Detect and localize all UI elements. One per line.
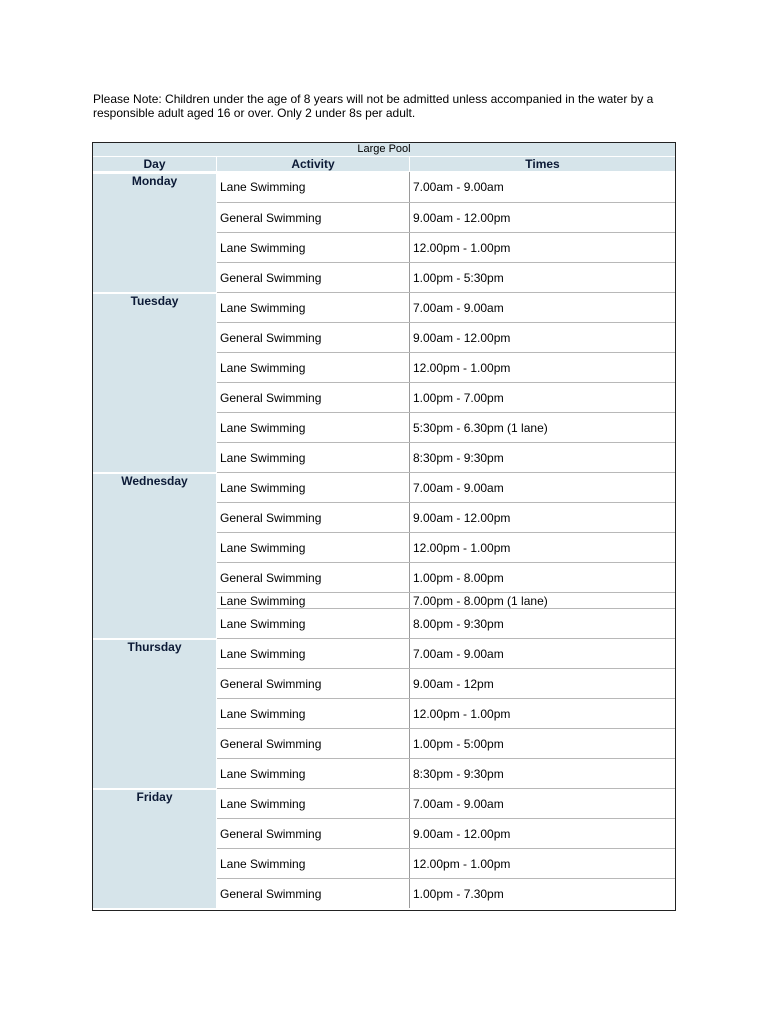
activity-cell: Lane Swimming <box>217 353 410 382</box>
activity-cell: General Swimming <box>217 383 410 412</box>
table-row <box>217 442 675 472</box>
activity-cell: Lane Swimming <box>217 233 410 262</box>
activity-cell: Lane Swimming <box>217 533 410 562</box>
table-title: Large Pool <box>93 143 675 157</box>
large-pool-timetable <box>92 142 676 911</box>
times-cell: 7.00pm - 8.00pm (1 lane) <box>413 593 548 608</box>
table-row <box>217 818 675 848</box>
table-row <box>217 608 675 638</box>
activity-cell: Lane Swimming <box>217 443 410 472</box>
table-row <box>217 292 675 322</box>
times-cell: 7.00am - 9.00am <box>413 796 504 811</box>
times-cell: 9.00am - 12.00pm <box>413 510 511 525</box>
times-cell: 1.00pm - 7.00pm <box>413 390 504 405</box>
table-row <box>217 412 675 442</box>
table-row <box>217 232 675 262</box>
times-cell: 9.00am - 12.00pm <box>413 826 511 841</box>
activity-cell: Lane Swimming <box>217 473 410 502</box>
activity-cell: General Swimming <box>217 203 410 232</box>
activity-cell: General Swimming <box>217 819 410 848</box>
times-cell: 12.00pm - 1.00pm <box>413 706 511 721</box>
times-cell: 8:30pm - 9:30pm <box>413 766 504 781</box>
table-row <box>217 352 675 382</box>
activity-cell: General Swimming <box>217 669 410 698</box>
table-row <box>217 592 675 608</box>
table-row <box>217 728 675 758</box>
times-cell: 12.00pm - 1.00pm <box>413 240 511 255</box>
activity-cell: Lane Swimming <box>217 593 410 608</box>
times-cell: 1.00pm - 5:00pm <box>413 736 504 751</box>
times-cell: 9.00am - 12.00pm <box>413 330 511 345</box>
table-row <box>217 322 675 352</box>
table-row <box>217 532 675 562</box>
table-row <box>217 668 675 698</box>
activity-cell: General Swimming <box>217 503 410 532</box>
activity-cell: Lane Swimming <box>217 639 410 668</box>
table-row <box>217 262 675 292</box>
times-cell: 9.00am - 12.00pm <box>413 210 511 225</box>
day-label-monday: Monday <box>93 172 216 292</box>
activity-cell: Lane Swimming <box>217 759 410 788</box>
activity-cell: Lane Swimming <box>217 699 410 728</box>
day-label-wednesday: Wednesday <box>93 472 216 638</box>
times-cell: 1.00pm - 5:30pm <box>413 270 504 285</box>
activity-cell: General Swimming <box>217 263 410 292</box>
times-cell: 7.00am - 9.00am <box>413 180 504 194</box>
table-row <box>217 202 675 232</box>
column-header-activity: Activity <box>217 157 409 172</box>
day-label-friday: Friday <box>93 788 216 908</box>
table-row <box>217 382 675 412</box>
table-row <box>217 502 675 532</box>
activity-cell: Lane Swimming <box>217 849 410 878</box>
column-header-times: Times <box>410 157 675 172</box>
activity-cell: General Swimming <box>217 563 410 592</box>
table-row <box>217 878 675 908</box>
times-cell: 12.00pm - 1.00pm <box>413 360 511 375</box>
times-cell: 1.00pm - 8.00pm <box>413 570 504 585</box>
table-row <box>217 638 675 668</box>
table-row <box>217 172 675 202</box>
times-cell: 7.00am - 9.00am <box>413 646 504 661</box>
times-cell: 5:30pm - 6.30pm (1 lane) <box>413 420 548 435</box>
times-cell: 1.00pm - 7.30pm <box>413 886 504 901</box>
activity-cell: General Swimming <box>217 323 410 352</box>
activity-cell: Lane Swimming <box>217 789 410 818</box>
day-label-tuesday: Tuesday <box>93 292 216 472</box>
activity-cell: Lane Swimming <box>217 172 410 202</box>
activity-cell: Lane Swimming <box>217 413 410 442</box>
activity-cell: General Swimming <box>217 879 410 908</box>
times-cell: 8.00pm - 9:30pm <box>413 616 504 631</box>
table-row <box>217 472 675 502</box>
times-cell: 7.00am - 9.00am <box>413 480 504 495</box>
times-cell: 12.00pm - 1.00pm <box>413 856 511 871</box>
activity-cell: Lane Swimming <box>217 609 410 638</box>
table-row <box>217 848 675 878</box>
table-row <box>217 788 675 818</box>
table-row <box>217 758 675 788</box>
table-row <box>217 562 675 592</box>
column-header-day: Day <box>93 157 216 172</box>
times-cell: 12.00pm - 1.00pm <box>413 540 511 555</box>
times-cell: 8:30pm - 9:30pm <box>413 450 504 465</box>
table-row <box>217 698 675 728</box>
times-cell: 9.00am - 12pm <box>413 676 494 691</box>
day-label-thursday: Thursday <box>93 638 216 788</box>
activity-cell: Lane Swimming <box>217 293 410 322</box>
admission-note: Please Note: Children under the age of 8 years will not be admitted unless accompanied in the water by a responsible adult aged 16 or over. Only 2 under 8s per adult. <box>93 92 654 120</box>
times-cell: 7.00am - 9.00am <box>413 300 504 315</box>
activity-cell: General Swimming <box>217 729 410 758</box>
